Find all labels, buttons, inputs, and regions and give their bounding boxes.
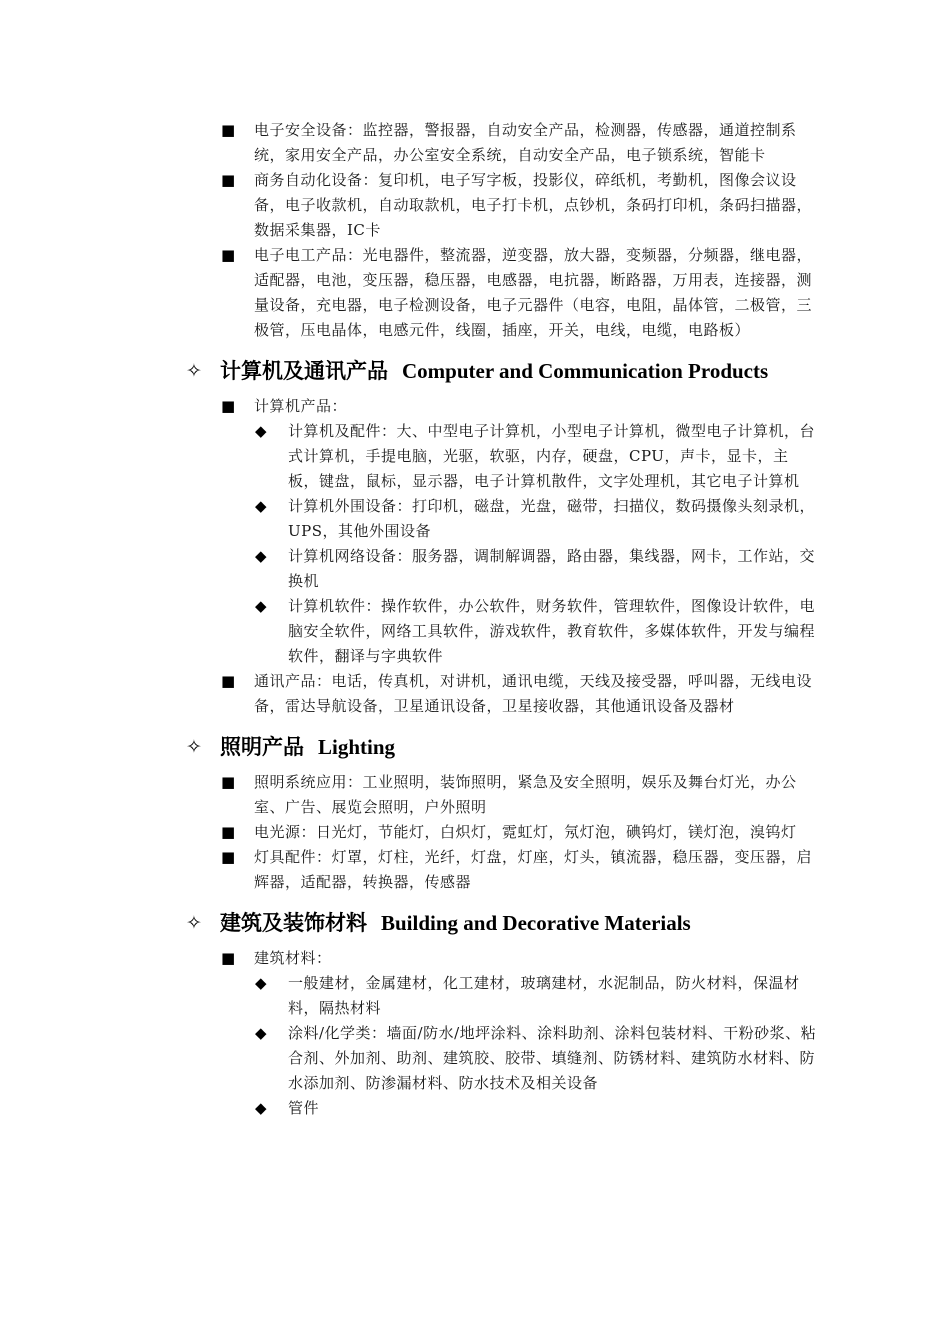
- sub-list-item-text: 计算机网络设备：服务器，调制解调器，路由器，集线器，网卡，工作站，交换机: [288, 547, 816, 590]
- square-bullet-icon: ■: [221, 773, 236, 791]
- list-item: [221, 820, 818, 845]
- section-title-cn: 计算机及通讯产品: [220, 359, 388, 383]
- list-item: [221, 394, 818, 419]
- diamond-bullet-icon: ◆: [255, 497, 268, 515]
- list-item: [221, 845, 818, 895]
- sub-list-item-text: 计算机软件：操作软件，办公软件，财务软件，管理软件，图像设计软件，电脑安全软件，网络工具软件，游戏软件，教育软件，多媒体软件，开发与编程软件，翻译与字典软件: [288, 597, 816, 665]
- diamond-bullet-icon: ◆: [255, 597, 268, 615]
- list-item-text: 电光源：日光灯，节能灯，白炽灯，霓虹灯，氖灯泡，碘钨灯，镁灯泡，溴钨灯: [254, 823, 797, 841]
- list-item: [221, 770, 818, 820]
- list-item-text: 商务自动化设备：复印机，电子写字板，投影仪，碎纸机，考勤机，图像会议设备，电子收款机，自动取款机，电子打卡机，点钞机，条码打印机，条码扫描器，数据采集器，IC卡: [254, 171, 813, 239]
- square-bullet-icon: ■: [221, 246, 236, 264]
- square-bullet-icon: ■: [221, 949, 236, 967]
- sub-list-item: [255, 594, 818, 669]
- list-item-text: 计算机产品：: [254, 397, 348, 415]
- list-item: [221, 118, 818, 168]
- sub-list-item: [255, 1021, 818, 1096]
- diamond-bullet-icon: ◆: [255, 974, 268, 992]
- sparkle-bullet-icon: ✧: [186, 912, 202, 934]
- list-item: [221, 243, 818, 343]
- section-title-en: Building and Decorative Materials: [381, 911, 691, 935]
- sub-list-item: [255, 544, 818, 594]
- section-heading: [186, 356, 840, 386]
- sub-list-item-text: 计算机及配件：大、中型电子计算机，小型电子计算机，微型电子计算机，台式计算机，手提电脑，光驱，软驱，内存，硬盘，CPU，声卡，显卡，主板，键盘，鼠标，显示器，电子计算机散件，文字处理机，其它电子计算机: [288, 422, 816, 490]
- square-bullet-icon: ■: [221, 823, 236, 841]
- section-title-cn: 建筑及装饰材料: [220, 911, 367, 935]
- section-heading: [186, 732, 840, 762]
- sub-list-item: [255, 419, 818, 494]
- square-bullet-icon: ■: [221, 171, 236, 189]
- sparkle-bullet-icon: ✧: [186, 736, 202, 758]
- sub-list-item: [255, 1096, 818, 1121]
- sparkle-bullet-icon: ✧: [186, 360, 202, 382]
- document-body: [0, 118, 950, 1121]
- list-item-text: 灯具配件：灯罩，灯柱，光纤，灯盘，灯座，灯头，镇流器，稳压器，变压器，启辉器，适配器，转换器，传感器: [254, 848, 813, 891]
- list-item: [221, 946, 818, 971]
- list-item-text: 电子电工产品：光电器件，整流器，逆变器，放大器，变频器，分频器，继电器，适配器，电池，变压器，稳压器，电感器，电抗器，断路器，万用表，连接器，测量设备，充电器，电子检测设备，电子元器件（电容，电阻，晶体管，二极管，三极管，压电晶体，电感元件，线圈，插座，开关，电线，电缆，电路板）: [254, 246, 813, 339]
- list-item: [221, 669, 818, 719]
- diamond-bullet-icon: ◆: [255, 422, 268, 440]
- square-bullet-icon: ■: [221, 121, 236, 139]
- square-bullet-icon: ■: [221, 397, 236, 415]
- diamond-bullet-icon: ◆: [255, 1099, 268, 1117]
- list-item-text: 电子安全设备：监控器，警报器，自动安全产品，检测器，传感器，通道控制系统，家用安全产品，办公室安全系统，自动安全产品，电子锁系统，智能卡: [254, 121, 797, 164]
- list-item: [221, 168, 818, 243]
- diamond-bullet-icon: ◆: [255, 1024, 268, 1042]
- sub-list-item-text: 涂料/化学类：墙面/防水/地坪涂料、涂料助剂、涂料包装材料、干粉砂浆、粘合剂、外加剂、助剂、建筑胶、胶带、填缝剂、防锈材料、建筑防水材料、防水添加剂、防渗漏材料、防水技术及相关设备: [288, 1024, 817, 1092]
- section-heading: [186, 908, 840, 938]
- square-bullet-icon: ■: [221, 672, 236, 690]
- sub-list-item-text: 一般建材，金属建材，化工建材，玻璃建材，水泥制品，防火材料，保温材料，隔热材料: [288, 974, 800, 1017]
- sub-list-item-text: 计算机外围设备：打印机，磁盘，光盘，磁带，扫描仪，数码摄像头刻录机，UPS，其他外围设备: [288, 497, 816, 540]
- section-title-en: Lighting: [318, 735, 396, 759]
- square-bullet-icon: ■: [221, 848, 236, 866]
- sub-list-item: [255, 494, 818, 544]
- section-title-en: Computer and Communication Products: [402, 359, 769, 383]
- sub-list-item: [255, 971, 818, 1021]
- list-item-text: 照明系统应用：工业照明，装饰照明，紧急及安全照明，娱乐及舞台灯光，办公室、广告、展览会照明，户外照明: [254, 773, 797, 816]
- section-title-cn: 照明产品: [220, 735, 304, 759]
- diamond-bullet-icon: ◆: [255, 547, 268, 565]
- list-item-text: 建筑材料：: [254, 949, 332, 967]
- list-item-text: 通讯产品：电话，传真机，对讲机，通讯电缆，天线及接受器，呼叫器，无线电设备，雷达导航设备，卫星通讯设备，卫星接收器，其他通讯设备及器材: [254, 672, 813, 715]
- sub-list-item-text: 管件: [288, 1099, 320, 1117]
